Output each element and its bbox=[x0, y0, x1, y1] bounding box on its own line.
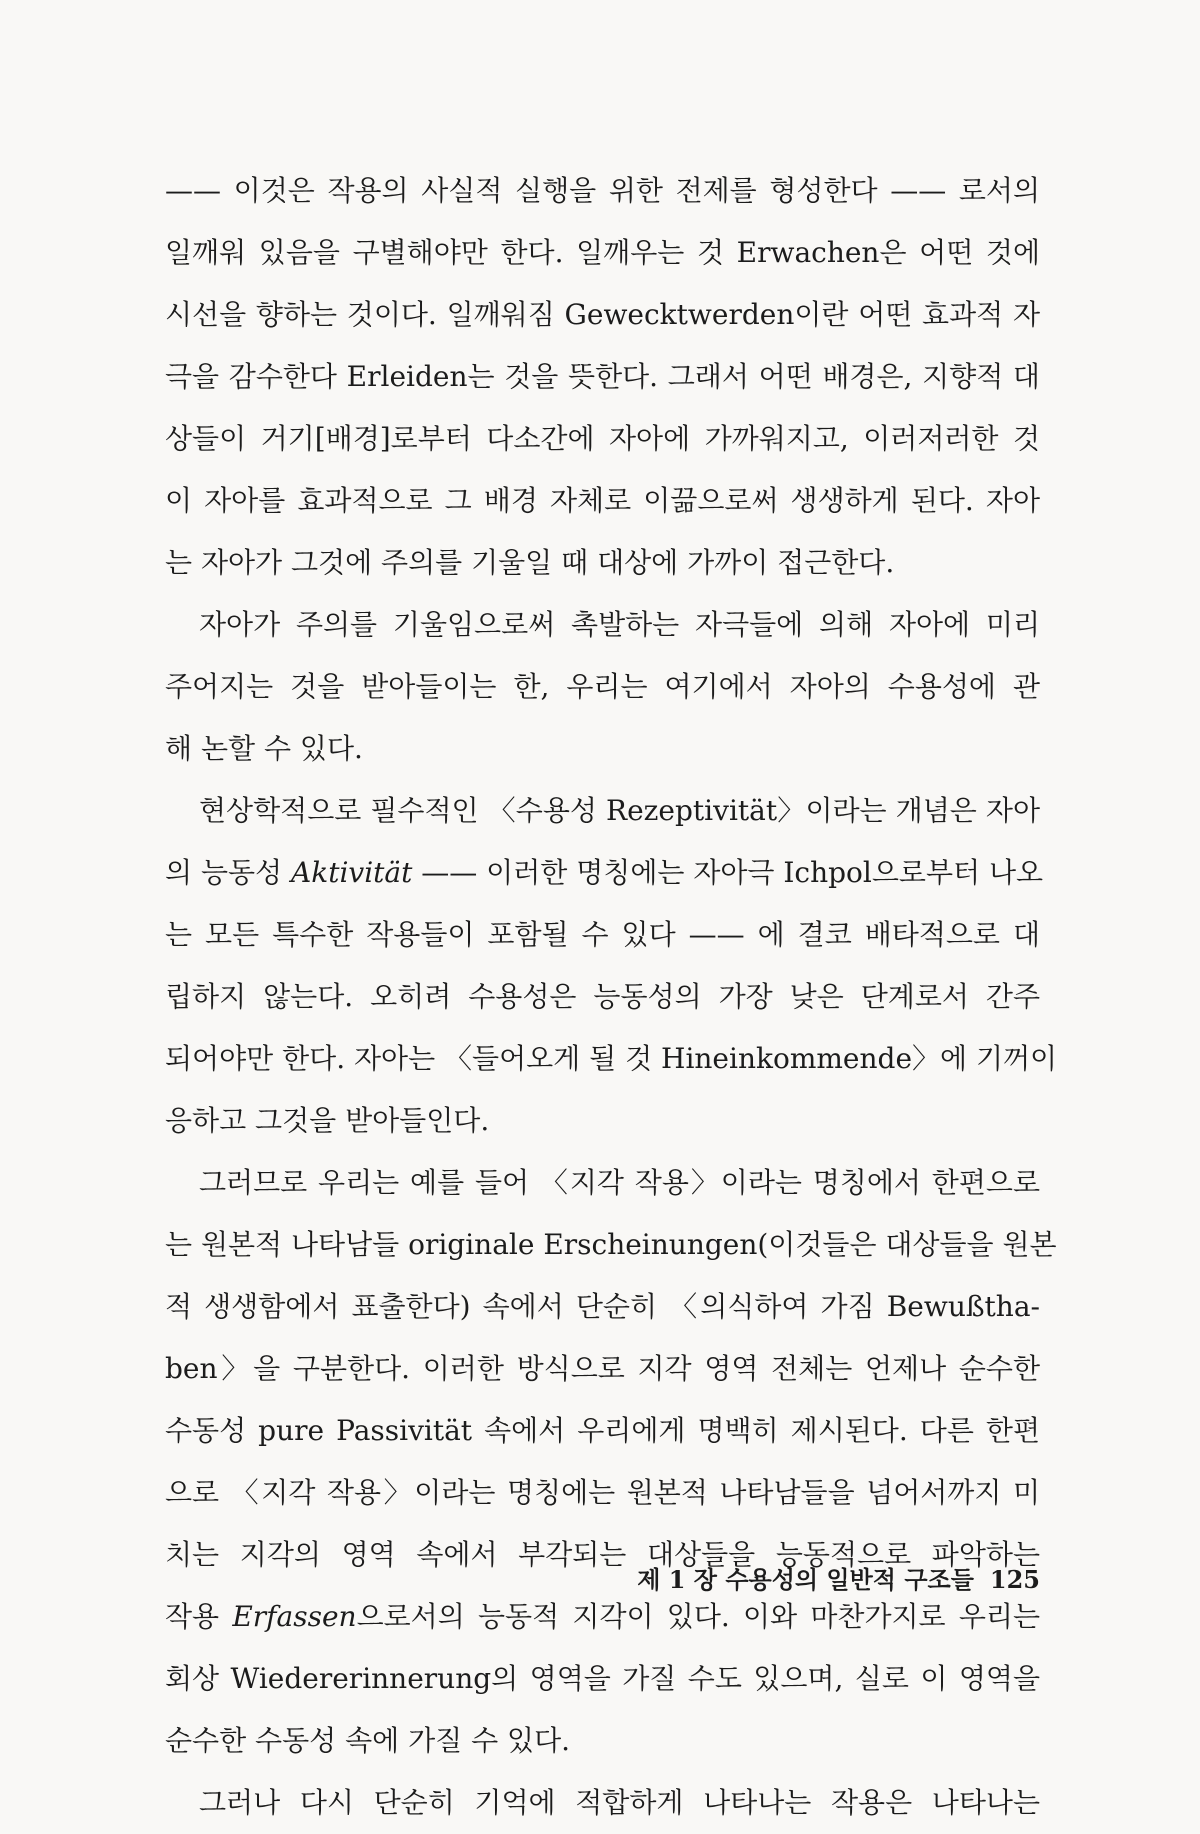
page-number: 125 bbox=[989, 1565, 1040, 1594]
text-line: 시선을 향하는 것이다. 일깨워짐 Gewecktwerden이란 어떤 효과적 자 bbox=[165, 298, 1040, 331]
text-line: 의 능동성 Aktivität —— 이러한 명칭에는 자아극 Ichpol으로부터 나오 bbox=[165, 856, 1044, 889]
running-head: 제 1 장 수용성의 일반적 구조들 bbox=[637, 1565, 974, 1594]
text-line: 해 논할 수 있다. bbox=[165, 732, 363, 765]
text-line: 되어야만 한다. 자아는 〈들어오게 될 것 Hineinkommende〉에 기꺼이 bbox=[165, 1042, 1058, 1075]
text-line: 회상 Wiedererinnerung의 영역을 가질 수도 있으며, 실로 이 영역을 bbox=[165, 1662, 1040, 1695]
text-line: 는 자아가 그것에 주의를 기울일 때 대상에 가까이 접근한다. bbox=[165, 546, 895, 579]
text-line: 그러므로 우리는 예를 들어 〈지각 작용〉이라는 명칭에서 한편으로 bbox=[199, 1166, 1040, 1199]
text-line: 상들이 거기[배경]로부터 다소간에 자아에 가까워지고, 이러저러한 것 bbox=[165, 422, 1040, 455]
text-line: 순수한 수동성 속에 가질 수 있다. bbox=[165, 1724, 571, 1757]
text-line: 이 자아를 효과적으로 그 배경 자체로 이끎으로써 생생하게 된다. 자아 bbox=[165, 484, 1040, 517]
text-line: 작용 Erfassen으로서의 능동적 지각이 있다. 이와 마찬가지로 우리는 bbox=[165, 1600, 1040, 1633]
italic-term: Erfassen bbox=[232, 1600, 357, 1633]
text-line: 적 생생함에서 표출한다) 속에서 단순히 〈의식하여 가짐 Bewußtha- bbox=[165, 1290, 1040, 1323]
text-line: 으로 〈지각 작용〉이라는 명칭에는 원본적 나타남들을 넘어서까지 미 bbox=[165, 1476, 1040, 1509]
text-line: —— 이것은 작용의 사실적 실행을 위한 전제를 형성한다 —— 로서의 bbox=[165, 174, 1040, 207]
text-line: 그러나 다시 단순히 기억에 적합하게 나타나는 작용은 나타나는 bbox=[199, 1786, 1040, 1819]
text-line: ben〉을 구분한다. 이러한 방식으로 지각 영역 전체는 언제나 순수한 bbox=[165, 1352, 1040, 1385]
text-line: 주어지는 것을 받아들이는 한, 우리는 여기에서 자아의 수용성에 관 bbox=[165, 670, 1040, 703]
text-line: 극을 감수한다 Erleiden는 것을 뜻한다. 그래서 어떤 배경은, 지향적 대 bbox=[165, 360, 1040, 393]
italic-term: Aktivität bbox=[291, 856, 413, 889]
text-line: 수동성 pure Passivität 속에서 우리에게 명백히 제시된다. 다른 한편 bbox=[165, 1414, 1040, 1447]
text-line: 일깨워 있음을 구별해야만 한다. 일깨우는 것 Erwachen은 어떤 것에 bbox=[165, 236, 1040, 269]
page-footer bbox=[600, 1560, 1040, 1595]
text-line: 응하고 그것을 받아들인다. bbox=[165, 1104, 490, 1137]
text-line: 는 모든 특수한 작용들이 포함될 수 있다 —— 에 결코 배타적으로 대 bbox=[165, 918, 1040, 951]
text-line: 자아가 주의를 기울임으로써 촉발하는 자극들에 의해 자아에 미리 bbox=[199, 608, 1040, 641]
text-line: 현상학적으로 필수적인 〈수용성 Rezeptivität〉이라는 개념은 자아 bbox=[199, 794, 1040, 827]
text-line: 는 원본적 나타남들 originale Erscheinungen(이것들은 대상들을 원본 bbox=[165, 1228, 1057, 1261]
text-line: 치는 지각의 영역 속에서 부각되는 대상들을 능동적으로 파악하는 bbox=[165, 1538, 1040, 1571]
text-line: 립하지 않는다. 오히려 수용성은 능동성의 가장 낮은 단계로서 간주 bbox=[165, 980, 1040, 1013]
